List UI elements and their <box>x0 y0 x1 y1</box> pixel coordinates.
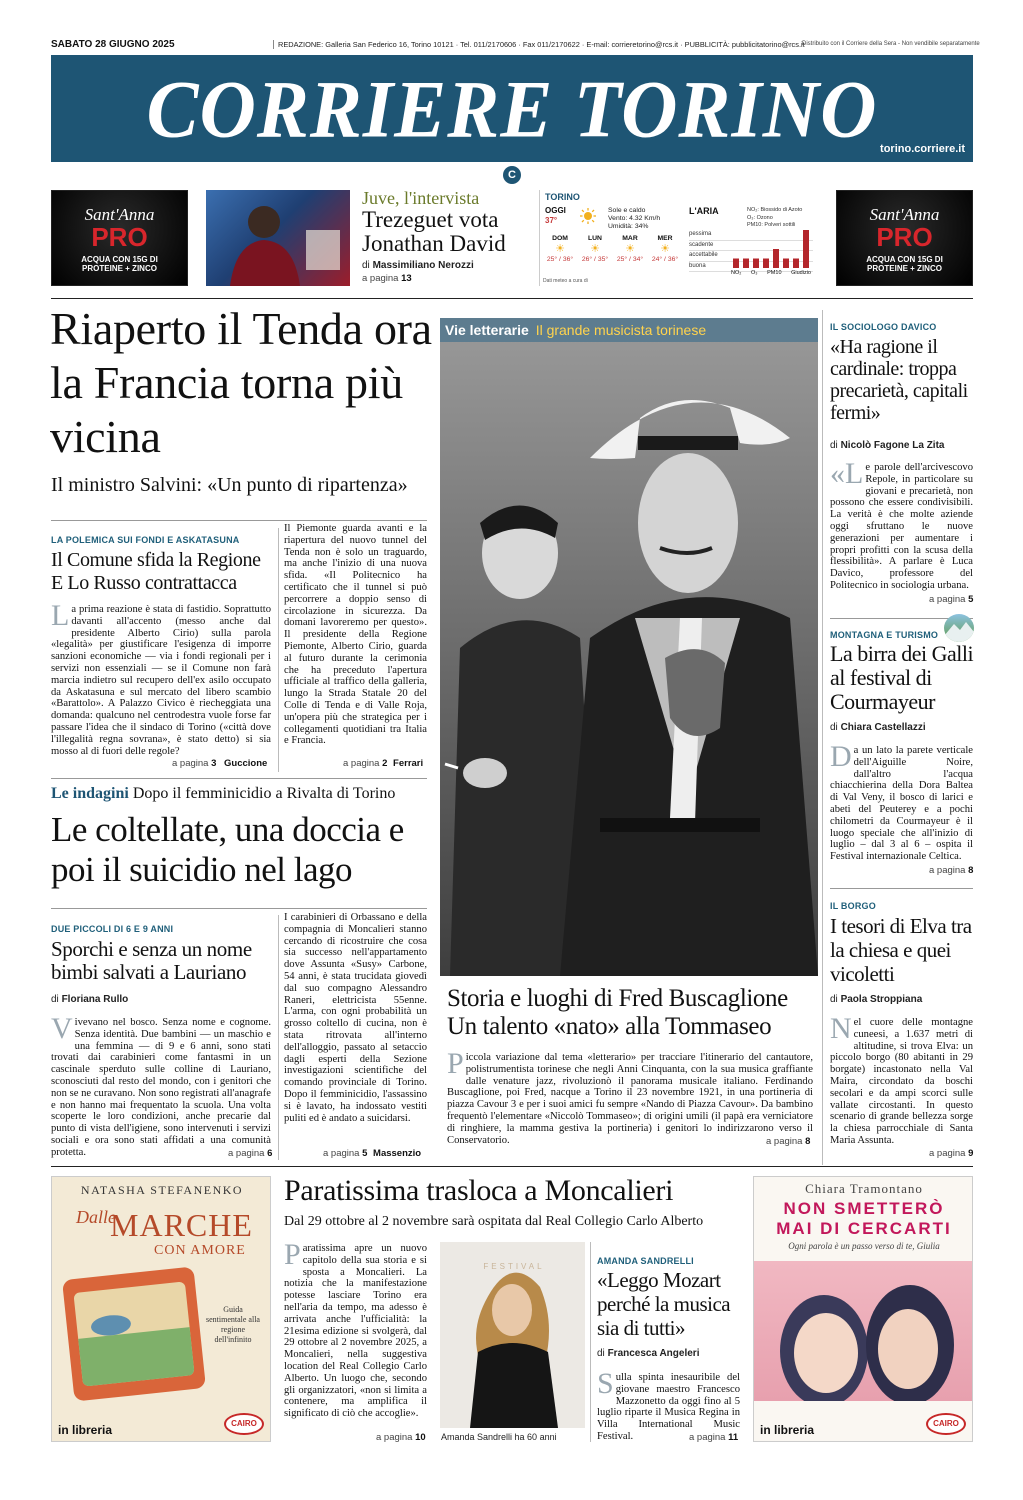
pageref-prefix: a pagina <box>376 1432 413 1443</box>
corriere-logo-icon <box>503 166 521 184</box>
right-item1-author: Nicolò Fagone La Zita <box>840 440 945 451</box>
faces-illustration-icon <box>754 1261 973 1401</box>
air-bar <box>793 259 799 269</box>
column-rule <box>278 528 279 772</box>
bottom-body: Paratissima apre un nuovo capitolo della sua storia e si sposta a Moncalieri. La notizia che la manifestazione potesse lasciare Torino era nell'aria da tempo, ma adesso è arrivata anche l'ufficialità: la 21esima edizione si svolgerà, dal 29 ottobre al 2 novembre 2025, a Moncalieri, nella suggestiva location del Real Collegio Carlo Alberto. Un luogo che, secondo gli organizzatori, «non si limita a contenere, ma amplifica il significato di ciò che accoglie». <box>284 1238 427 1420</box>
pageref-number: 6 <box>267 1148 273 1159</box>
pageref-prefix: a pagina <box>929 865 966 876</box>
ad-pro: PRO <box>876 222 933 252</box>
feature-title[interactable] <box>447 985 817 1041</box>
weather-detail-humidity: Umidità: 34% <box>608 223 649 230</box>
bottom-side-kicker: AMANDA SANDRELLI <box>597 1256 694 1266</box>
forecast-day-name: MAR <box>622 235 638 242</box>
bottom-side-pageref[interactable] <box>689 1432 738 1443</box>
air-axis <box>731 270 811 276</box>
bottom-side-body: Sulla spinta inesauribile del giovane maestro Francesco Mazzonetto da oggi fino al 5 luglio riparte il Musica Regina in Villa International Music Festival. <box>597 1367 740 1442</box>
pageref-prefix: a pagina <box>343 758 380 769</box>
right-item2-body: Da un lato la parete verticale dell'Aiguille Noire, dall'altro l'acqua chiacchierina della Dora Baltea di Val Veny, il bosco di larici e abeti del Peuterey e a pochi chilometri da Courmayeur è il luogo speciale che all'inizio di luglio – dal 3 al 6 – ospita il Festival internazionale Celtica. <box>830 740 973 863</box>
forecast-day-name: DOM <box>552 235 568 242</box>
bottom-side-author: Francesca Angeleri <box>607 1348 700 1359</box>
bottom-pageref[interactable] <box>376 1432 426 1443</box>
forecast-day-name: LUN <box>588 235 602 242</box>
byline-prefix: di <box>597 1348 605 1359</box>
lead-right-pageref[interactable] <box>343 758 423 769</box>
second-left-body: Vivevano nel bosco. Senza nome e cognome. Senza identità. Due bambini — un maschio e una femmina — di 9 e 6 anni, sono stati trovati dai carabinieri come fantasmi in un cascinale sperduto sulle colline di Lauriano, sconosciuti dal resto del mondo, con i genitori che non se ne curavano. Non sono registrati all'anagrafe e non hanno mai frequentato la scuola. Una volta scoperte le loro condizioni, anche precarie dal punto di vista dell'igiene, sono intervenuti i servizi sociali e ora sono stati affidati a una comunità protetta. <box>51 1012 271 1158</box>
second-left-title[interactable]: Sporchi e senza un nome bimbi salvati a Lauriano <box>51 937 252 984</box>
pageref-number: 13 <box>401 273 412 284</box>
lead-subtitle: Il ministro Salvini: «Un punto di ripartenza» <box>51 474 408 496</box>
teaser-kicker[interactable]: Juve, l'intervista <box>362 188 480 208</box>
bottom-title[interactable]: Paratissima trasloca a Moncalieri <box>284 1174 674 1207</box>
ad-book-cta: in libreria <box>58 1423 113 1437</box>
teaser-photo[interactable] <box>206 190 350 286</box>
masthead-title[interactable]: CORRIERE TORINO <box>146 62 878 155</box>
redazione-line: REDAZIONE: Galleria San Federico 16, Torino 10121 · Tel. 011/2170606 · Fax 011/2170622 · E-mail: corrieretorino@rcs.it · PUBBLICITÀ: pubblicitatorino@rcs.it <box>273 40 805 49</box>
pageref-number: 2 <box>382 758 388 769</box>
ad-book-author: NATASHA STEFANENKO <box>80 1183 244 1197</box>
air-title: L'ARIA <box>689 206 719 216</box>
header-divider <box>51 298 973 299</box>
air-level: scadente <box>689 241 813 252</box>
ad-book-title-small: Dalle <box>76 1207 116 1227</box>
air-bar <box>773 249 779 268</box>
date-line: SABATO 28 GIUGNO 2025 <box>51 39 175 50</box>
pageref-number: 3 <box>211 758 217 769</box>
right-item3-body: Nel cuore delle montagne cuneesi, a 1.637 metri di altitudine, si trova Elva: un piccolo borgo (80 abitanti in 29 borgate) incastonato nella Val Maira, circondato da boschi secolari e da ampi scorci sulle vallate circostanti. In questo scenario di grande bellezza sorge la chiesa parrocchiale di Santa Maria Assunta. <box>830 1012 973 1146</box>
sandrelli-photo[interactable] <box>440 1242 585 1428</box>
air-bar <box>743 259 749 269</box>
air-bar <box>733 259 739 269</box>
pageref-number: 5 <box>362 1148 368 1159</box>
sun-cloud-icon: ☀ <box>590 243 600 255</box>
feature-kicker-bar <box>440 318 818 342</box>
second-kicker: Le indagini <box>51 785 129 802</box>
second-divider <box>51 908 427 909</box>
logo-letter: C <box>508 169 516 181</box>
column-rule <box>822 310 823 1165</box>
air-level: accettabile <box>689 251 813 262</box>
air-quality-box <box>687 190 813 286</box>
cairo-logo-icon <box>926 1413 966 1435</box>
right-item2-byline <box>830 722 926 733</box>
right-item3-author: Paola Stroppiana <box>840 994 923 1005</box>
column-rule <box>590 1242 591 1442</box>
ad-pro: PRO <box>91 222 148 252</box>
air-bar <box>753 259 759 269</box>
buscaglione-photo-icon <box>440 318 818 976</box>
weather-details <box>608 207 660 231</box>
ad-book-marche[interactable] <box>51 1176 271 1442</box>
weather-footer: Dati meteo a cura di <box>543 278 588 284</box>
forecast-day <box>578 235 612 263</box>
air-bar <box>803 230 809 268</box>
byline-prefix: di <box>830 994 838 1005</box>
ad-book-guide: Guida sentimentale alla regione dell'infinito <box>206 1305 260 1344</box>
sun-cloud-icon: ☀ <box>555 243 565 255</box>
feature-body: Piccola variazione dal tema «letterario» per tracciare l'itinerario del cantautore, polistrumentista torinese che negli Anni Cinquanta, con la sua musica graffiante dalle venature jazz, rivoluzionò il panorama musicale italiano. Ferdinando Buscaglione, poi Fred, nacque a Torino il 23 novembre 1921, in una portineria di piazza Cavour 3 e per i suoi amici fu sempre «Nando di Piazza Cavour». Da bambino frequentò l'elementare «Niccolò Tommaseo»; di origini umili (il papà era verniciatore di ringhiere, la mamma gestiva la portineria) i genitori lo indirizzarono verso il Conservatorio. <box>447 1047 813 1146</box>
forecast-day-name: MER <box>657 235 673 242</box>
sun-icon <box>580 208 596 224</box>
bottom-subtitle: Dal 29 ottobre al 2 novembre sarà ospitata dal Real Collegio Carlo Alberto <box>284 1214 704 1229</box>
right-item2-kicker: MONTAGNA E TURISMO <box>830 630 939 640</box>
byline-prefix: di <box>830 722 838 733</box>
right-item2-author: Chiara Castellazzi <box>840 722 926 733</box>
column-rule <box>278 915 279 1160</box>
right-item2-title[interactable]: La birra dei Galli al festival di Courmayeur <box>830 641 974 714</box>
weather-city: TORINO <box>545 192 580 202</box>
pageref-number: 10 <box>415 1432 426 1443</box>
pageref-author: Guccione <box>224 758 268 769</box>
person-silhouette-icon <box>206 190 350 286</box>
air-bar <box>783 259 789 269</box>
teaser-pageref[interactable] <box>362 273 412 284</box>
ad-brand: Sant'Anna <box>84 205 155 224</box>
ad-book-tagline: Ogni parola è un passo verso di te, Giulia <box>788 1241 940 1251</box>
second-left-kicker: DUE PICCOLI DI 6 E 9 ANNI <box>51 924 174 934</box>
pageref-prefix: a pagina <box>929 594 966 605</box>
air-bar <box>763 259 769 269</box>
masthead <box>51 55 973 162</box>
weather-detail-wind: Vento: 4.32 Km/h <box>608 215 661 222</box>
lead-left-body: La prima reazione è stata di fastidio. Soprattutto davanti all'accento (messo anche dal presidente Alberto Cirio) sulla parola «legalità» per giustificare l'esigenza di imporre sanzioni economiche — via i fondi regionali per i servizi non essenziali — se il Comune non farà marcia indietro sul recupero dell'ex asilo occupato da Askatasuna e sul mercato del libero scambio «Barattolo». A Palazzo Civico è riecheggiata una domanda: qualcuno nel centrodestra vuole forse far passare l'idea che il sindaco di Torino («città dove l'illegalità regna sovrana», è stato detto) si sia mosso al di fuori delle regole? <box>51 599 271 757</box>
right-item1-body: «Le parole dell'arcivescovo Repole, in particolare su giovani e precarietà, non possono che essere condivisibili. La verità è che molte aziende oggi sfruttano le nuove generazioni per aumentare i propri profitti con la scusa della flessibilità». A parlare è Luca Davico, professore del Politecnico in sociologia urbana. <box>830 457 973 591</box>
right-item1-pageref[interactable] <box>929 594 973 605</box>
pageref-author: Ferrari <box>393 758 424 769</box>
forecast-day-temp: 25° / 34° <box>616 256 644 263</box>
feature-kicker-rest: Il grande musicista torinese <box>535 322 707 338</box>
sun-cloud-icon: ☀ <box>625 243 635 255</box>
air-axis-label: NO₂ <box>731 270 742 276</box>
air-axis-label: Giudizio <box>791 270 811 276</box>
second-kicker-line <box>51 785 395 803</box>
air-legend <box>747 207 802 230</box>
air-level: pessima <box>689 230 813 241</box>
pageref-prefix: a pagina <box>766 1136 803 1147</box>
right-item2-pageref[interactable] <box>929 865 973 876</box>
second-right-pageref[interactable] <box>323 1148 421 1159</box>
byline-prefix: di <box>51 994 59 1005</box>
right-divider <box>830 888 973 889</box>
pageref-author: Massenzio <box>373 1148 422 1159</box>
lead-left-kicker: LA POLEMICA SUI FONDI E ASKATASUNA <box>51 535 240 545</box>
feature-photo[interactable] <box>440 318 818 976</box>
bottom-side-title[interactable]: «Leggo Mozart perché la musica sia di tutti» <box>597 1268 731 1340</box>
weather-detail-sky: Sole e caldo <box>608 207 646 214</box>
right-item1-title[interactable]: «Ha ragione il cardinale: troppa precarietà, capitali fermi» <box>830 336 968 424</box>
ad-book-tramontano[interactable] <box>753 1176 973 1442</box>
second-left-pageref[interactable] <box>228 1148 272 1159</box>
publisher-name: CAIRO <box>231 1419 257 1428</box>
ad-book-title: NON SMETTERÒ MAI DI CERCARTI <box>776 1199 952 1238</box>
air-legend-item: NO₂: Biossido di Azoto <box>747 207 803 213</box>
second-right-body: I carabinieri di Orbassano e della compagnia di Moncalieri stanno cercando di ricostruire che cosa sia successo nell'appartamento dove Assunta «Susy» Carbone, 54 anni, è stata trucidata giovedì dal suo compagno Alessandro Raneri, elettricista 55enne. L'arma, con ogni probabilità un grosso coltello di cucina, non è stata ritrovata all'interno dell'alloggio, passato al setaccio dagli esperti della Sezione investigazioni scientifiche del comando provinciale di Torino. Dopo il femminicidio, l'assassino si è lavato, ha indossato vestiti puliti ed è andato a suicidarsi. <box>284 912 427 1124</box>
weather-today-temp: 37° <box>545 216 558 225</box>
ad-santanna-right[interactable] <box>836 190 973 286</box>
pageref-number: 8 <box>968 865 974 876</box>
suitcase-illustration-icon <box>62 1266 206 1401</box>
weather-box <box>539 190 681 286</box>
right-item3-pageref[interactable] <box>929 1148 973 1159</box>
second-kicker-rest: Dopo il femminicidio a Rivalta di Torino <box>132 785 396 802</box>
right-item1-byline <box>830 440 944 451</box>
teaser-byline <box>362 260 474 271</box>
feature-kicker: Vie letterarie <box>445 322 529 338</box>
second-left-author: Floriana Rullo <box>61 994 129 1005</box>
byline-prefix: di <box>362 260 370 271</box>
byline-prefix: di <box>830 440 838 451</box>
mountain-icon <box>944 614 974 642</box>
masthead-site[interactable]: torino.corriere.it <box>880 143 965 155</box>
ad-santanna-left[interactable] <box>51 190 188 286</box>
sun-cloud-icon: ☀ <box>660 243 670 255</box>
pageref-number: 5 <box>968 594 974 605</box>
air-bar-chart <box>731 230 811 268</box>
right-item3-byline <box>830 994 922 1005</box>
pageref-number: 11 <box>728 1432 739 1443</box>
feature-title-line: Storia e luoghi di Fred Buscaglione <box>447 985 788 1012</box>
lead-right-body: Il Piemonte guarda avanti e la riapertura del nuovo tunnel del Tenda non è solo un traguardo, ma anche l'inizio di una nuova sfida. «Il Politecnico ha certificato che il tunnel si può percorrere a doppio senso di circolazione in sicurezza. Da domani lavoreremo per questo». Il presidente della Regione Piemonte, Alberto Cirio, guarda al futuro durante la cerimonia che ha preceduto l'apertura ufficiale al traffico della galleria, lungo la Strada Statale 20 del Colle di Tenda e di Valle Roja, un'opera più che strategica per i collegamenti quotidiani tra Italia e Francia. <box>284 523 427 747</box>
lead-title[interactable]: Riaperto il Tenda ora la Francia torna più vicina <box>50 303 432 462</box>
forecast-day-temp: 26° / 35° <box>581 256 609 263</box>
ad-brand: Sant'Anna <box>869 205 940 224</box>
pageref-prefix: a pagina <box>689 1432 726 1443</box>
publisher-name: CAIRO <box>933 1419 959 1428</box>
feature-title-line: Un talento «nato» alla Tommaseo <box>447 1013 772 1040</box>
second-left-byline <box>51 994 128 1005</box>
bottom-side-byline <box>597 1348 699 1359</box>
pageref-prefix: a pagina <box>362 273 399 284</box>
forecast-day <box>543 235 577 263</box>
ad-book-title-rest: CON AMORE <box>154 1243 246 1258</box>
sandrelli-caption: Amanda Sandrelli ha 60 anni <box>441 1432 557 1442</box>
pageref-prefix: a pagina <box>172 758 209 769</box>
bottom-divider <box>51 1166 973 1167</box>
air-legend-item: O₃: Ozono <box>747 214 773 221</box>
right-item3-title[interactable]: I tesori di Elva tra la chiesa e quei vicoletti <box>830 914 972 986</box>
forecast-day <box>613 235 647 263</box>
lead-divider <box>51 520 427 521</box>
photo-backdrop-text: FESTIVAL <box>483 1262 545 1271</box>
lead-left-title[interactable]: Il Comune sfida la Regione E Lo Russo contrattacca <box>51 549 261 594</box>
forecast-day-temp: 25° / 36° <box>546 256 574 263</box>
air-axis-label: PM10 <box>767 270 782 276</box>
forecast-day-temp: 24° / 36° <box>651 256 679 263</box>
ad-book-cta: in libreria <box>760 1423 815 1437</box>
ad-book-author: Chiara Tramontano <box>805 1181 923 1196</box>
air-level: buona <box>689 262 813 273</box>
right-item3-kicker: IL BORGO <box>830 901 876 911</box>
lead-left-pageref[interactable] <box>172 758 267 769</box>
pageref-number: 8 <box>805 1136 811 1147</box>
section-divider <box>51 778 427 779</box>
ad-book-title-big: MARCHE <box>110 1207 253 1243</box>
right-item1-kicker: IL SOCIOLOGO DAVICO <box>830 322 937 332</box>
pageref-prefix: a pagina <box>323 1148 360 1159</box>
forecast-day <box>648 235 682 263</box>
pageref-prefix: a pagina <box>228 1148 265 1159</box>
pageref-prefix: a pagina <box>929 1148 966 1159</box>
cairo-logo-icon <box>224 1413 264 1435</box>
ad-claim: ACQUA CON 15G DI PROTEINE + ZINCO <box>81 255 158 273</box>
air-axis-label: O₃ <box>751 270 758 276</box>
teaser-author: Massimiliano Nerozzi <box>372 260 474 271</box>
feature-pageref[interactable] <box>766 1136 810 1147</box>
second-title[interactable]: Le coltellate, una doccia e poi il suicidio nel lago <box>51 810 404 889</box>
ad-claim: ACQUA CON 15G DI PROTEINE + ZINCO <box>866 255 943 273</box>
air-legend-item: PM10: Polveri sottili <box>747 222 796 228</box>
weather-today-label: OGGI <box>545 206 566 215</box>
teaser-title[interactable]: Trezeguet vota Jonathan David <box>362 207 506 256</box>
distribution-note: Distribuito con il Corriere della Sera - Non vendibile separatamente <box>802 41 980 47</box>
pageref-number: 9 <box>968 1148 974 1159</box>
